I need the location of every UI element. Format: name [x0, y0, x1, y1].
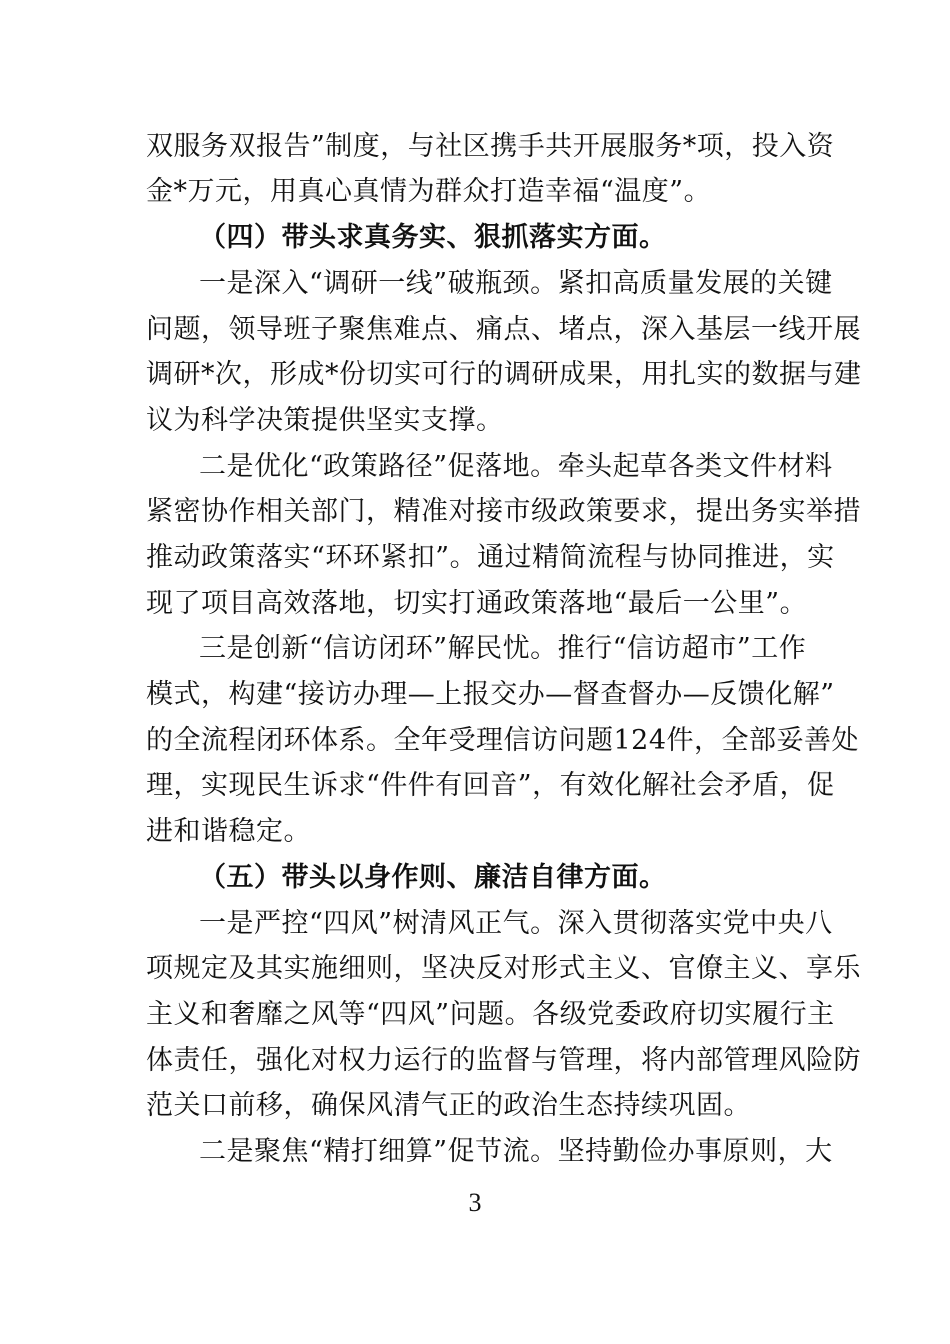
text-line: 进和谐稳定。: [146, 816, 311, 847]
section-heading: （四）带头求真务实、狠抓落实方面。: [199, 222, 667, 253]
text-line: 议为科学决策提供坚实支撑。: [146, 405, 504, 436]
paragraph-first-line: 二是优化“政策路径”促落地。牵头起草各类文件材料: [199, 451, 833, 482]
text-line: 主义和奢靡之风等“四风”问题。各级党委政府切实履行主: [146, 999, 835, 1030]
text-line: 双服务双报告”制度，与社区携手共开展服务*项，投入资: [146, 131, 835, 162]
text-line: 理，实现民生诉求“件件有回音”，有效化解社会矛盾，促: [146, 770, 835, 801]
paragraph-first-line: 一是深入“调研一线”破瓶颈。紧扣高质量发展的关键: [199, 268, 833, 299]
text-line: 的全流程闭环体系。全年受理信访问题124件，全部妥善处: [146, 725, 860, 756]
paragraph-first-line: 二是聚焦“精打细算”促节流。坚持勤俭办事原则，大: [199, 1136, 833, 1167]
text-line: 推动政策落实“环环紧扣”。通过精简流程与协同推进，实: [146, 542, 835, 573]
text-line: 问题，领导班子聚焦难点、痛点、堵点，深入基层一线开展: [146, 314, 861, 345]
text-line: 现了项目高效落地，切实打通政策落地“最后一公里”。: [146, 588, 808, 619]
page-number: 3: [468, 1188, 482, 1217]
text-line: 模式，构建“接访办理—上报交办—督查督办—反馈化解”: [146, 679, 835, 710]
text-line: 紧密协作相关部门，精准对接市级政策要求，提出务实举措: [146, 496, 861, 527]
paragraph-first-line: 三是创新“信访闭环”解民忧。推行“信访超市”工作: [199, 633, 807, 664]
section-heading: （五）带头以身作则、廉洁自律方面。: [199, 862, 667, 893]
text-line: 金*万元，用真心真情为群众打造幸福“温度”。: [146, 176, 712, 207]
text-line: 范关口前移，确保风清气正的政治生态持续巩固。: [146, 1090, 751, 1121]
paragraph-first-line: 一是严控“四风”树清风正气。深入贯彻落实党中央八: [199, 908, 833, 939]
text-line: 调研*次，形成*份切实可行的调研成果，用扎实的数据与建: [146, 359, 862, 390]
text-line: 项规定及其实施细则，坚决反对形式主义、官僚主义、享乐: [146, 953, 861, 984]
text-line: 体责任，强化对权力运行的监督与管理，将内部管理风险防: [146, 1045, 861, 1076]
